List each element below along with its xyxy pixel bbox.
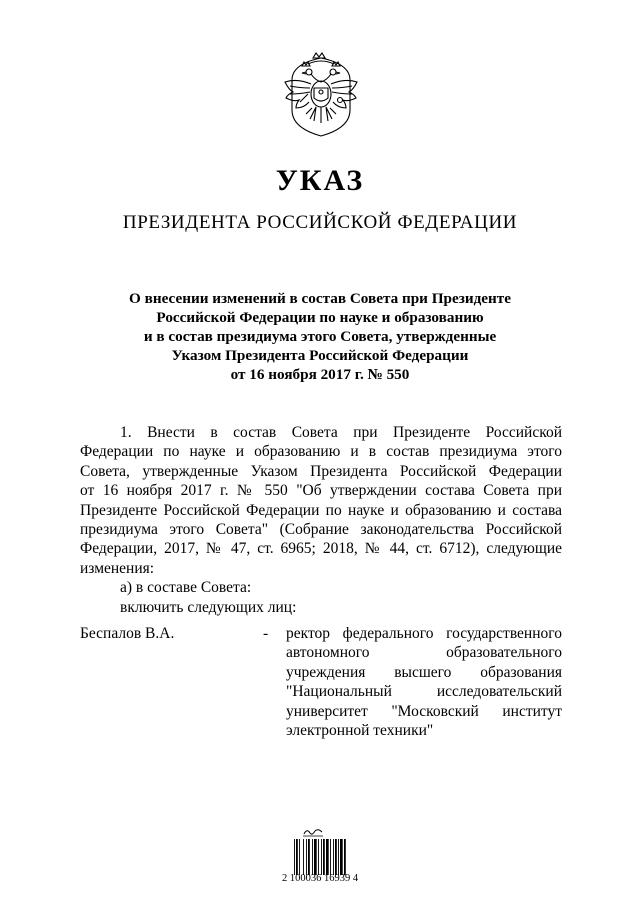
description-line: ректор федерального государственного <box>286 625 562 642</box>
barcode-number: 2 100036 16939 4 <box>282 873 359 884</box>
registry-stamp-icon <box>302 827 324 837</box>
barcode-icon <box>294 839 360 875</box>
description-line: электронной техники" <box>286 722 434 740</box>
heading-line: О внесении изменений в состав Совета при Президенте <box>129 290 511 307</box>
description-line: автономного образовательного <box>286 644 562 662</box>
body-line: а) в составе Совета: <box>120 579 252 597</box>
coat-of-arms-emblem-icon <box>278 50 364 138</box>
appointee-name: Беспалов В.А. <box>80 625 175 642</box>
decree-body <box>80 423 562 617</box>
heading-line: от 16 ноября 2017 г. № 550 <box>230 366 410 383</box>
body-line: Совета, утвержденные Указом Президента Российской Федерации <box>80 462 562 480</box>
body-line: 1. Внести в состав Совета при Президенте Российской <box>120 424 562 441</box>
description-line: университет "Московский институт <box>286 702 562 720</box>
barcode-block <box>282 827 370 884</box>
document-title: УКАЗ <box>275 164 365 197</box>
document-subtitle: ПРЕЗИДЕНТА РОССИЙСКОЙ ФЕДЕРАЦИИ <box>122 212 518 233</box>
appointee-description <box>286 624 562 740</box>
body-line: Президенте Российской Федерации по науке и образованию и состава <box>80 501 562 519</box>
body-line: Федерации по науке и образованию и в состав президиума этого <box>80 443 562 461</box>
heading-line: Российской Федерации по науке и образованию <box>156 309 484 326</box>
heading-line: и в состав президиума этого Совета, утвержденные <box>143 328 497 345</box>
heading-line: Указом Президента Российской Федерации <box>171 347 469 364</box>
body-line: президиума этого Совета" (Собрание законодательства Российской <box>80 521 562 539</box>
body-line: изменения: <box>80 559 155 577</box>
body-line: Федерации, 2017, № 47, ст. 6965; 2018, № 44, ст. 6712), следующие <box>80 540 562 558</box>
description-line: учреждения высшего образования <box>286 663 562 681</box>
body-line: включить следующих лиц: <box>120 598 297 616</box>
description-line: "Национальный исследовательский <box>286 683 562 701</box>
body-line: от 16 ноября 2017 г. № 550 "Об утверждении состава Совета при <box>80 482 562 500</box>
appointee-dash: - <box>263 625 269 642</box>
decree-heading <box>80 289 560 384</box>
